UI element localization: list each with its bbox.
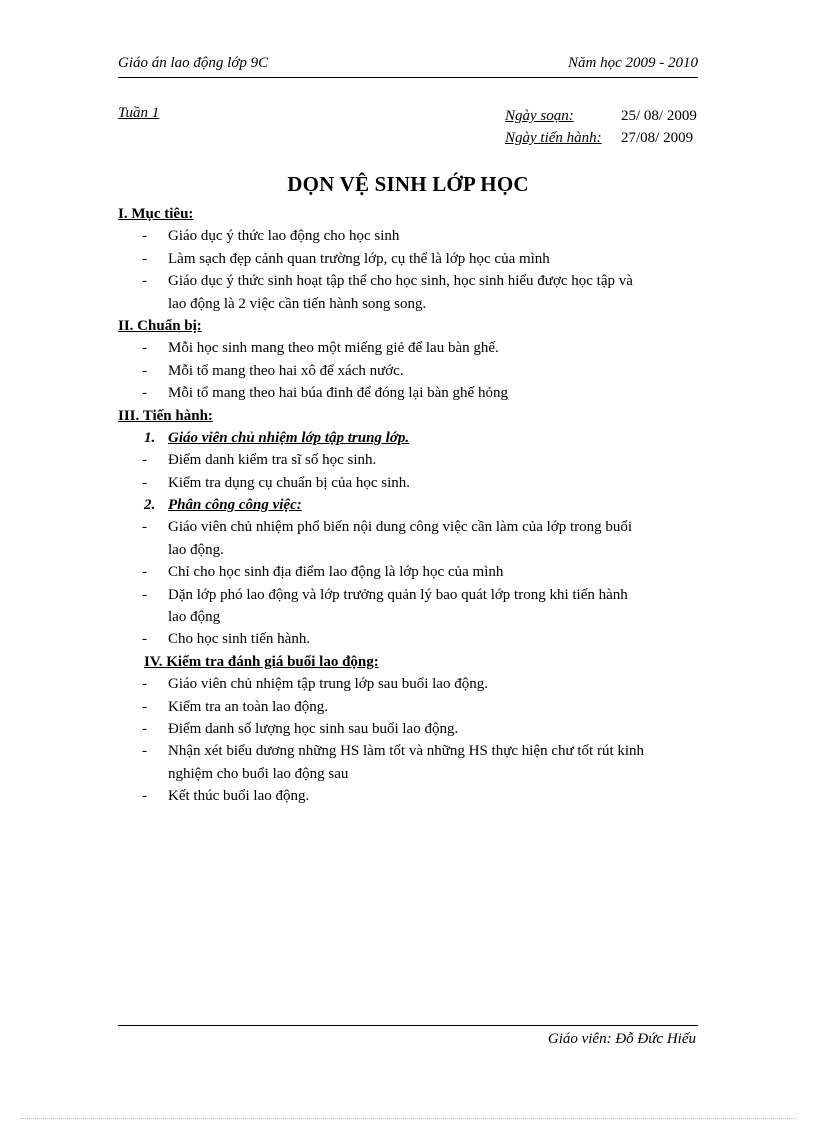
list-item: - Nhận xét biểu dương những HS làm tốt và những HS thực hiện chư tốt rút kinh: [142, 743, 645, 760]
list-item: - Giáo dục ý thức lao động cho học sinh: [142, 228, 400, 245]
section-heading-preparation: II. Chuẩn bị:: [118, 317, 202, 334]
header-course: Giáo án lao động lớp 9C: [118, 55, 269, 71]
date-block: [505, 105, 697, 149]
section-heading-evaluation: IV. Kiểm tra đánh giá buổi lao động:: [144, 653, 379, 670]
list-item: - Kiểm tra dụng cụ chuẩn bị của học sinh.: [142, 474, 411, 491]
list-item-continuation: lao động.: [168, 541, 224, 558]
list-item: - Mỗi tổ mang theo hai xô để xách nước.: [142, 362, 404, 379]
footer-teacher: Giáo viên: Đỗ Đức Hiếu: [547, 1031, 696, 1047]
list-item: - Kiểm tra an toàn lao động.: [142, 698, 328, 715]
list-item-continuation: nghiệm cho buổi lao động sau: [168, 765, 349, 782]
list-item: - Điểm danh kiểm tra sĩ số học sinh.: [142, 452, 377, 469]
prep-date-value: 25/ 08/ 2009: [621, 108, 697, 124]
teach-date-row: [505, 127, 697, 149]
subsection-heading: 1. Giáo viên chủ nhiệm lớp tập trung lớp.: [144, 429, 410, 446]
prep-date-row: [505, 105, 697, 127]
list-item-continuation: lao động là 2 việc cần tiến hành song song.: [168, 295, 427, 312]
lesson-content: [118, 203, 703, 808]
list-item: - Kết thúc buổi lao động.: [142, 788, 310, 805]
list-item: - Giáo viên chủ nhiệm phổ biến nội dung công việc cần làm của lớp trong buổi: [142, 519, 633, 536]
list-item: - Mỗi tổ mang theo hai búa đinh để đóng lại bàn ghế hỏng: [142, 385, 508, 402]
list-item: - Cho học sinh tiến hành.: [142, 631, 311, 648]
list-item: - Dặn lớp phó lao động và lớp trưởng quản lý bao quát lớp trong khi tiến hành: [142, 586, 628, 603]
list-item: - Mỗi học sinh mang theo một miếng giẻ để lau bàn ghế.: [142, 340, 499, 357]
prep-date-label: Ngày soạn:: [505, 108, 574, 124]
list-item: - Chỉ cho học sinh địa điểm lao động là lớp học của mình: [142, 564, 504, 581]
section-heading-objectives: I. Mục tiêu:: [118, 206, 194, 222]
page-header: [118, 55, 698, 78]
week-label: Tuần 1: [118, 105, 160, 121]
page-title: DỌN VỆ SINH LỚP HỌC: [287, 172, 529, 196]
section-heading-procedure: III. Tiến hành:: [118, 407, 213, 424]
list-item: - Điểm danh số lượng học sinh sau buổi lao động.: [142, 720, 459, 737]
list-item: - Giáo dục ý thức sinh hoạt tập thể cho học sinh, học sinh hiểu được học tập và: [142, 273, 633, 290]
list-item: - Làm sạch đẹp cảnh quan trường lớp, cụ thể là lớp học của mình: [142, 250, 550, 267]
page-break-line: [20, 1118, 796, 1119]
teach-date-value: 27/08/ 2009: [621, 130, 694, 146]
list-item-continuation: lao động: [168, 609, 221, 626]
teach-date-label: Ngày tiến hành:: [505, 130, 602, 146]
header-school-year: Năm học 2009 - 2010: [568, 55, 698, 71]
subsection-heading: 2. Phân công công việc:: [144, 497, 302, 514]
list-item: - Giáo viên chủ nhiệm tập trung lớp sau buổi lao động.: [142, 676, 488, 693]
footer-divider: [118, 1025, 698, 1026]
